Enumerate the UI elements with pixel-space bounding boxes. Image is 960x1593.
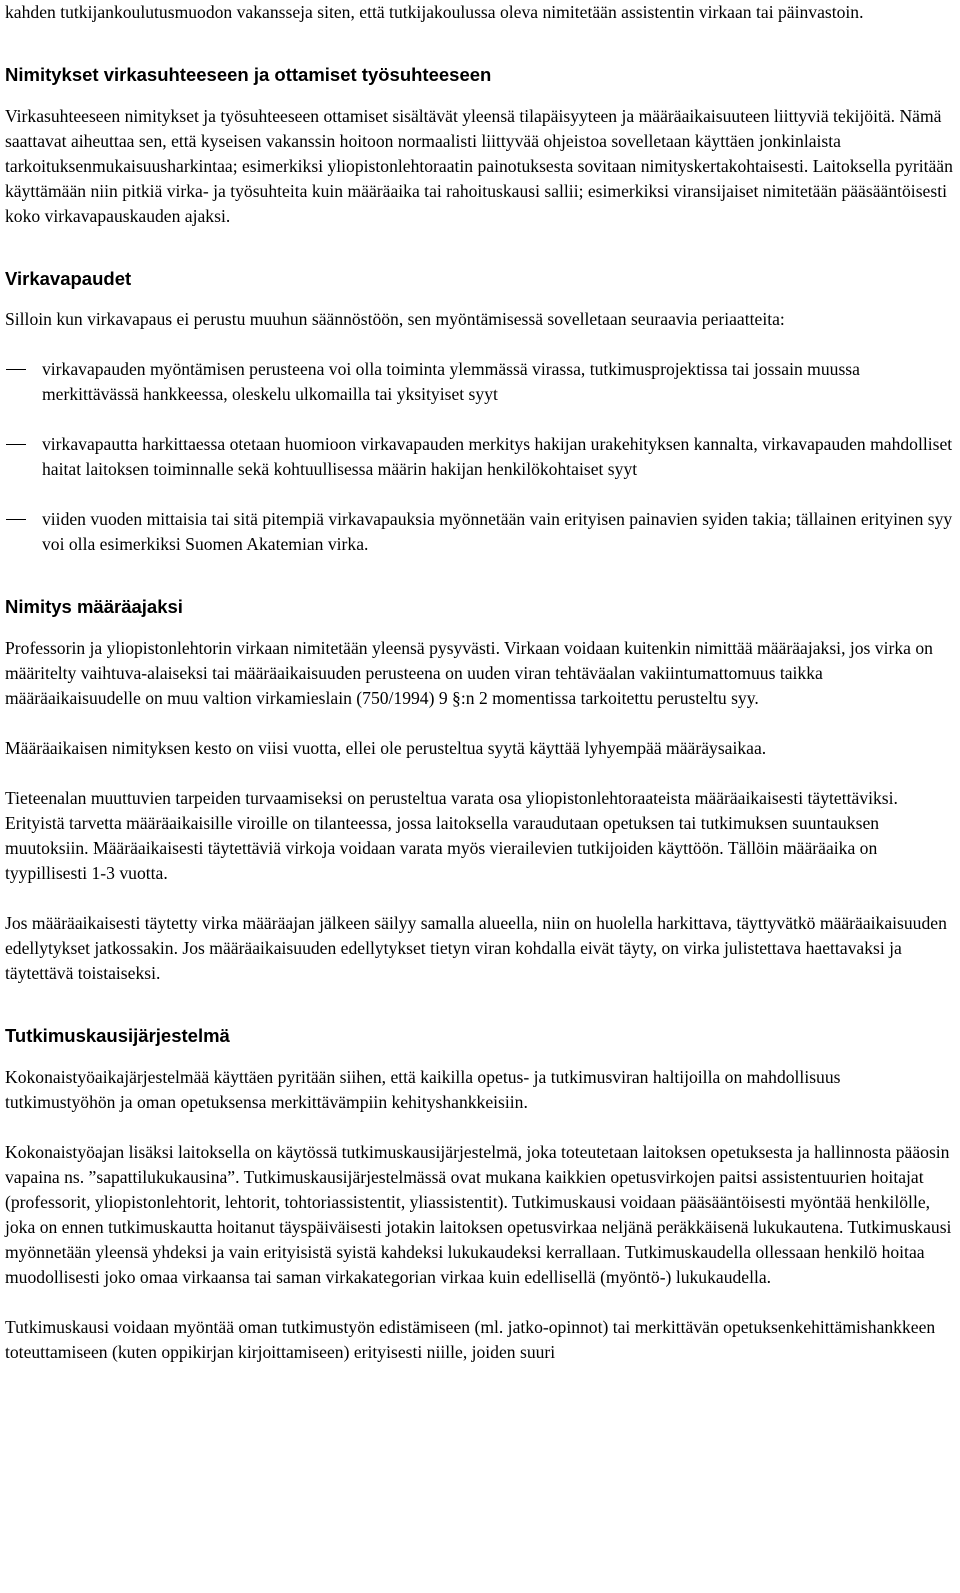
dash-bullet-icon xyxy=(6,369,26,370)
paragraph: Tieteenalan muuttuvien tarpeiden turvaamiseksi on perusteltua varata osa yliopistonlehtoraateista määräaikaisesti täytettäviksi. Erityistä tarvetta määräaikaisille viroille on tilanteessa, jossa laitoksella varaudutaan opetuksen tai tutkimuksen suuntauksen muutoksiin. Määräaikaisesti täytettäviä virkoja voidaan varata myös vierailevien tutkijoiden käyttöön. Tällöin määräaika on tyypillisesti 1-3 vuotta. xyxy=(5,788,898,883)
intro-fragment: kahden tutkijankoulutusmuodon vakansseja siten, että tutkijakoulussa oleva nimitetään assistentin virkaan tai päinvastoin. xyxy=(5,2,864,22)
dash-bullet-icon xyxy=(6,444,26,445)
list-item-text: virkavapautta harkittaessa otetaan huomioon virkavapauden merkitys hakijan urakehityksen kannalta, virkavapauden mahdolliset haitat laitoksen toiminnalle sekä kohtuullisessa määrin hakijan henkilökohtaiset syyt xyxy=(42,434,953,479)
dash-bullet-icon xyxy=(6,519,26,520)
list-item-text: virkavapauden myöntämisen perusteena voi olla toiminta ylemmässä virassa, tutkimusprojektissa tai jossain muussa merkittävässä hankkeessa, oleskelu ulkomailla tai yksityiset syyt xyxy=(42,359,860,404)
list-item-text: viiden vuoden mittaisia tai sitä pitempiä virkavapauksia myönnetään vain erityisen painavien syiden takia; tällainen erityinen syy voi olla esimerkiksi Suomen Akatemian virka. xyxy=(42,509,953,554)
paragraph: Jos määräaikaisesti täytetty virka määräajan jälkeen säilyy samalla alueella, niin on huolella harkittava, täyttyvätkö määräaikaisuuden edellytykset jatkossakin. Jos määräaikaisuuden edellytykset tietyn viran kohdalla eivät täyty, on virka julistettava haettavaksi ja täytettävä toistaiseksi. xyxy=(5,913,947,983)
paragraph: Professorin ja yliopistonlehtorin virkaan nimitetään yleensä pysyvästi. Virkaan voidaan kuitenkin nimittää määräajaksi, jos virka on määritelty vaihtuva-alaiseksi tai määräaikaisuuden perusteena on uuden viran tehtäväalan vakiintumattomuus taikka määräaikaisuudelle on muu valtion virkamieslain (750/1994) 9 §:n 2 momentissa tarkoitettu perusteltu syy. xyxy=(5,638,933,708)
list-item xyxy=(5,507,955,557)
heading-nimitykset: Nimitykset virkasuhteeseen ja ottamiset työsuhteeseen xyxy=(5,64,492,85)
document-page xyxy=(5,0,955,1365)
paragraph: Silloin kun virkavapaus ei perustu muuhun säännöstöön, sen myöntämisessä sovelletaan seuraavia periaatteita: xyxy=(5,309,785,329)
heading-tutkimuskausijarjestelma: Tutkimuskausijärjestelmä xyxy=(5,1025,230,1046)
paragraph: Tutkimuskausi voidaan myöntää oman tutkimustyön edistämiseen (ml. jatko-opinnot) tai merkittävän opetuksenkehittämishankkeen toteuttamiseen (kuten oppikirjan kirjoittamiseen) erityisesti niille, joiden suuri xyxy=(5,1317,936,1362)
paragraph: Määräaikaisen nimityksen kesto on viisi vuotta, ellei ole perusteltua syytä käyttää lyhyempää määräysaikaa. xyxy=(5,738,767,758)
paragraph: Kokonaistyöajan lisäksi laitoksella on käytössä tutkimuskausijärjestelmä, joka toteutetaan laitoksen opetuksesta ja hallinnosta pääosin vapaina ns. ”sapattilukukausina”. Tutkimuskausijärjestelmässä ovat mukana kaikkien opetusvirkojen paitsi assistentuurien hoitajat (professorit, yliopistonlehtorit, lehtorit, tohtoriassistentit, yliassistentit). Tutkimuskausi voidaan pääsääntöisesti myöntää henkilölle, joka on ennen tutkimuskautta hoitanut täyspäiväisesti jotakin laitoksen opetusvirkaa neljänä peräkkäisenä lukukautena. Tutkimuskausi myönnetään yleensä yhdeksi ja vain erityisistä syistä kahdeksi lukukaudeksi kerrallaan. Tutkimuskaudella ollessaan henkilö hoitaa muodollisesti joko omaa virkaansa tai saman virkakategorian virkaa kuin edellisellä (myöntö-) lukukaudella. xyxy=(5,1142,952,1287)
heading-virkavapaudet: Virkavapaudet xyxy=(5,268,132,289)
paragraph: Virkasuhteeseen nimitykset ja työsuhteeseen ottamiset sisältävät yleensä tilapäisyyteen ja määräaikaisuuteen liittyviä tekijöitä. Nämä saattavat aiheuttaa sen, että kyseisen vakanssin hoitoon normaalisti liittyvää ohjeistoa sovelletaan käyttäen jonkinlaista tarkoituksenmukaisuusharkintaa; esimerkiksi yliopistonlehtoraatin painotuksesta sovitaan nimityskertakohtaisesti. Laitoksella pyritään käyttämään niin pitkiä virka- ja työsuhteita kuin määräaika tai rahoituskausi sallii; esimerkiksi viransijaiset nimitetään pääsääntöisesti koko virkavapauskauden ajaksi. xyxy=(5,106,953,226)
heading-nimitys-maaraajaksi: Nimitys määräajaksi xyxy=(5,596,183,617)
paragraph: Kokonaistyöaikajärjestelmää käyttäen pyritään siihen, että kaikilla opetus- ja tutkimusviran haltijoilla on mahdollisuus tutkimustyöhön ja oman opetuksensa merkittävämpiin kehityshankkeisiin. xyxy=(5,1067,841,1112)
list-item xyxy=(5,357,955,407)
list-item xyxy=(5,432,955,482)
